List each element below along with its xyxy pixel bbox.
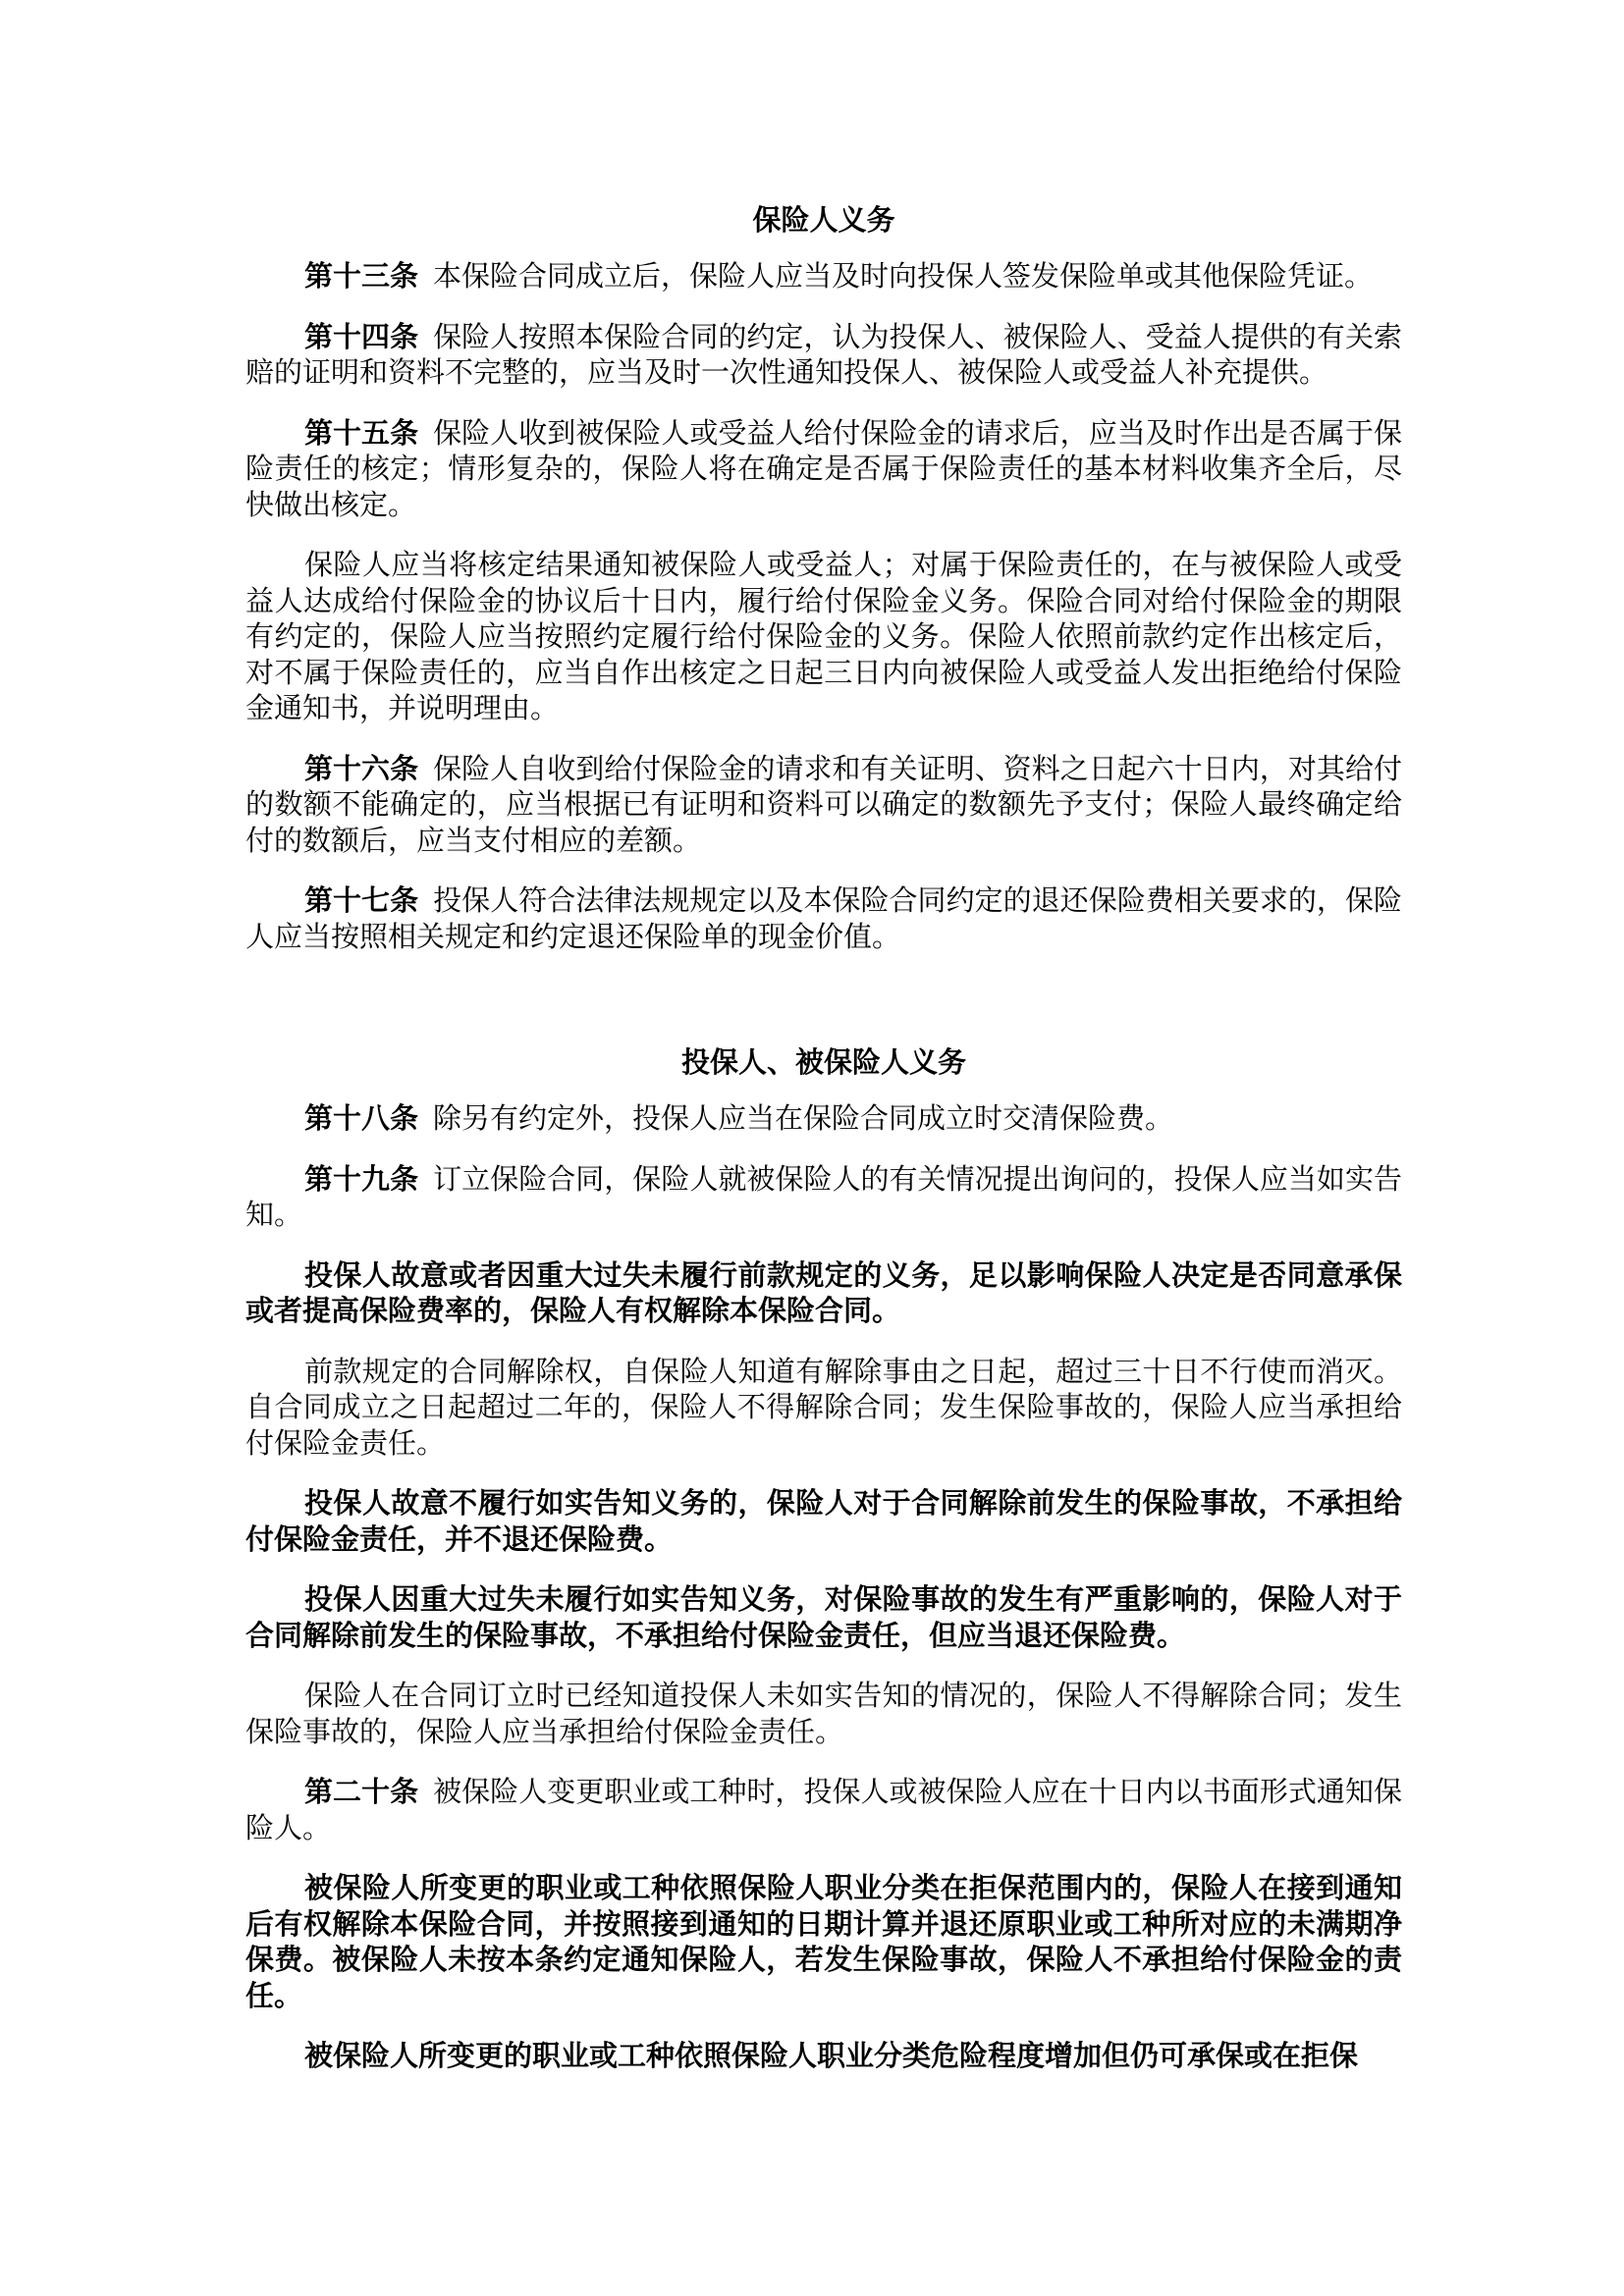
article-number: 第十四条 — [304, 321, 419, 353]
paragraph-text: 保险人自收到给付保险金的请求和有关证明、资料之日起六十日内，对其给付的数额不能确定的，应当根据已有证明和资料可以确定的数额先予支付；保险人最终确定给付的数额后，应当支付相应的差额。 — [245, 753, 1402, 857]
article-number: 第十五条 — [304, 417, 419, 450]
body-paragraph — [245, 1871, 1402, 2014]
article-number: 第十三条 — [304, 261, 419, 293]
body-paragraph — [245, 2039, 1402, 2075]
paragraph-text: 订立保险合同，保险人就被保险人的有关情况提出询问的，投保人应当如实告知。 — [245, 1163, 1402, 1231]
article-paragraph — [245, 320, 1402, 392]
body-paragraph — [245, 1355, 1402, 1463]
paragraph-text: 被保险人变更职业或工种时，投保人或被保险人应在十日内以书面形式通知保险人。 — [245, 1777, 1402, 1844]
body-paragraph — [245, 1258, 1402, 1330]
article-paragraph — [245, 259, 1402, 295]
section-title: 保险人义务 — [752, 205, 895, 237]
article-number: 第十七条 — [304, 885, 419, 917]
paragraph-text: 前款规定的合同解除权，自保险人知道有解除事由之日起，超过三十日不行使而消灭。自合同成立之日起超过二年的，保险人不得解除合同；发生保险事故的，保险人应当承担给付保险金责任。 — [245, 1356, 1402, 1460]
section-title: 投保人、被保险人义务 — [680, 1047, 966, 1079]
body-paragraph — [245, 1582, 1402, 1654]
paragraph-text: 本保险合同成立后，保险人应当及时向投保人签发保险单或其他保险凭证。 — [433, 261, 1374, 293]
article-number: 第十八条 — [304, 1103, 419, 1135]
body-paragraph — [245, 548, 1402, 727]
paragraph-text: 投保人因重大过失未履行如实告知义务，对保险事故的发生有严重影响的，保险人对于合同解除前发生的保险事故，不承担给付保险金责任，但应当退还保险费。 — [245, 1584, 1402, 1652]
paragraph-text: 投保人符合法律法规规定以及本保险合同约定的退还保险费相关要求的，保险人应当按照相关规定和约定退还保险单的现金价值。 — [245, 885, 1402, 953]
paragraph-text: 保险人按照本保险合同的约定，认为投保人、被保险人、受益人提供的有关索赔的证明和资料不完整的，应当及时一次性通知投保人、被保险人或受益人补充提供。 — [245, 321, 1402, 389]
paragraph-text: 保险人在合同订立时已经知道投保人未如实告知的情况的，保险人不得解除合同；发生保险事故的，保险人应当承担给付保险金责任。 — [245, 1681, 1402, 1748]
paragraph-text: 投保人故意或者因重大过失未履行前款规定的义务，足以影响保险人决定是否同意承保或者提高保险费率的，保险人有权解除本保险合同。 — [245, 1259, 1402, 1327]
article-paragraph — [245, 416, 1402, 524]
article-number: 第二十条 — [304, 1777, 419, 1808]
body-paragraph — [245, 1486, 1402, 1558]
article-paragraph — [245, 883, 1402, 955]
paragraph-text: 投保人故意不履行如实告知义务的，保险人对于合同解除前发生的保险事故，不承担给付保险金责任，并不退还保险费。 — [245, 1488, 1402, 1556]
document-body — [245, 203, 1402, 2075]
article-paragraph — [245, 1775, 1402, 1846]
paragraph-text: 被保险人所变更的职业或工种依照保险人职业分类危险程度增加但仍可承保或在拒保 — [304, 2041, 1359, 2072]
paragraph-text: 保险人收到被保险人或受益人给付保险金的请求后，应当及时作出是否属于保险责任的核定；情形复杂的，保险人将在确定是否属于保险责任的基本材料收集齐全后，尽快做出核定。 — [245, 417, 1402, 521]
article-number: 第十六条 — [304, 753, 419, 785]
article-paragraph — [245, 1101, 1402, 1138]
body-paragraph — [245, 1679, 1402, 1750]
article-number: 第十九条 — [304, 1163, 419, 1196]
article-paragraph — [245, 1162, 1402, 1234]
paragraph-text: 保险人应当将核定结果通知被保险人或受益人；对属于保险责任的，在与被保险人或受益人达成给付保险金的协议后十日内，履行给付保险金义务。保险合同对给付保险金的期限有约定的，保险人应当按照约定履行给付保险金的义务。保险人依照前款约定作出核定后，对不属于保险责任的，应当自作出核定之日起三日内向被保险人或受益人发出拒绝给付保险金通知书，并说明理由。 — [245, 550, 1402, 724]
paragraph-text: 除另有约定外，投保人应当在保险合同成立时交清保险费。 — [433, 1103, 1174, 1135]
paragraph-text: 被保险人所变更的职业或工种依照保险人职业分类在拒保范围内的，保险人在接到通知后有权解除本保险合同，并按照接到通知的日期计算并退还原职业或工种所对应的未满期净保费。被保险人未按本条约定通知保险人，若发生保险事故，保险人不承担给付保险金的责任。 — [245, 1873, 1402, 2012]
article-paragraph — [245, 752, 1402, 860]
